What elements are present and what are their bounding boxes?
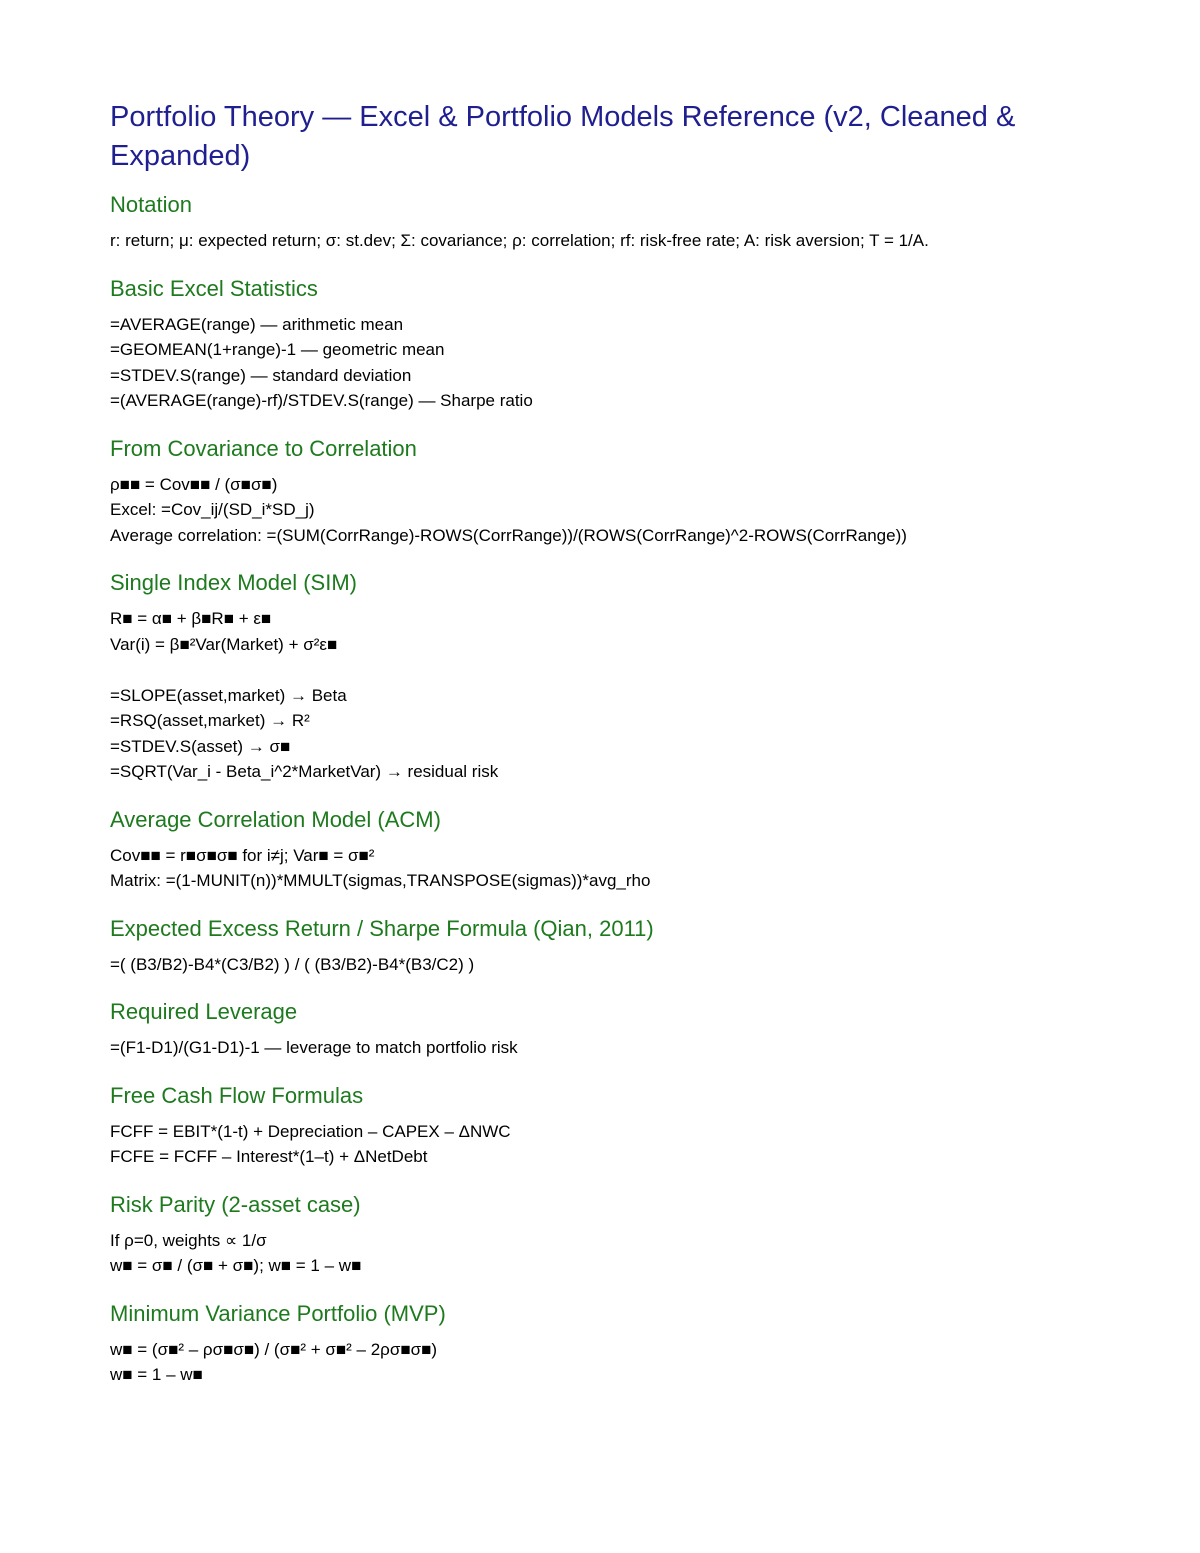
formula-line: w■ = σ■ / (σ■ + σ■); w■ = 1 – w■ bbox=[110, 1256, 362, 1275]
formula-line: Cov■■ = r■σ■σ■ for i≠j; Var■ = σ■² bbox=[110, 845, 375, 865]
formula-line: Var(i) = β■²Var(Market) + σ²ε■ bbox=[110, 634, 338, 654]
section bbox=[110, 914, 1100, 978]
section-body bbox=[110, 1035, 1100, 1061]
formula-line: If ρ=0, weights ∝ 1/σ bbox=[110, 1230, 267, 1250]
formula-line: Matrix: =(1-MUNIT(n))*MMULT(sigmas,TRANSPOSE(sigmas))*avg_rho bbox=[110, 871, 651, 890]
formula-line: =SQRT(Var_i - Beta_i^2*MarketVar) → residual risk bbox=[110, 762, 499, 781]
section-heading: Notation bbox=[110, 192, 192, 217]
section-body bbox=[110, 952, 1100, 978]
document-page bbox=[110, 98, 1100, 1408]
section bbox=[110, 1299, 1100, 1388]
section-body bbox=[110, 606, 1100, 785]
section-body bbox=[110, 472, 1100, 549]
section-body bbox=[110, 1119, 1100, 1170]
formula-line: Excel: =Cov_ij/(SD_i*SD_j) bbox=[110, 500, 315, 519]
section bbox=[110, 190, 1100, 254]
section-body bbox=[110, 228, 1100, 254]
section bbox=[110, 1081, 1100, 1170]
sections-container bbox=[110, 190, 1100, 1388]
section-heading: Free Cash Flow Formulas bbox=[110, 1082, 364, 1108]
section-heading: Expected Excess Return / Sharpe Formula (Qian, 2011) bbox=[110, 915, 654, 941]
formula-line: =AVERAGE(range) — arithmetic mean bbox=[110, 314, 404, 334]
section-heading: From Covariance to Correlation bbox=[110, 435, 417, 461]
section bbox=[110, 997, 1100, 1061]
section bbox=[110, 434, 1100, 549]
formula-line: FCFE = FCFF – Interest*(1–t) + ΔNetDebt bbox=[110, 1147, 428, 1166]
section-heading: Minimum Variance Portfolio (MVP) bbox=[110, 1300, 446, 1326]
section-heading: Basic Excel Statistics bbox=[110, 275, 318, 301]
formula-line: Average correlation: =(SUM(CorrRange)-ROWS(CorrRange))/(ROWS(CorrRange)^2-ROWS(CorrRange)) bbox=[110, 525, 907, 545]
formula-line: =GEOMEAN(1+range)-1 — geometric mean bbox=[110, 340, 445, 359]
document-title: Portfolio Theory — Excel & Portfolio Models Reference (v2, Cleaned & Expanded) bbox=[110, 101, 1016, 172]
section-heading: Average Correlation Model (ACM) bbox=[110, 806, 441, 832]
section-body bbox=[110, 1337, 1100, 1388]
section-body bbox=[110, 312, 1100, 414]
section-heading: Required Leverage bbox=[110, 999, 298, 1024]
formula-line: =RSQ(asset,market) → R² bbox=[110, 711, 310, 730]
section-heading: Risk Parity (2-asset case) bbox=[110, 1191, 361, 1217]
section-heading: Single Index Model (SIM) bbox=[110, 570, 357, 595]
formula-line: =(F1-D1)/(G1-D1)-1 — leverage to match portfolio risk bbox=[110, 1038, 518, 1057]
formula-line: ρ■■ = Cov■■ / (σ■σ■) bbox=[110, 474, 278, 494]
formula-line: w■ = (σ■² – ρσ■σ■) / (σ■² + σ■² – 2ρσ■σ■) bbox=[110, 1339, 438, 1359]
formula-line: R■ = α■ + β■R■ + ε■ bbox=[110, 609, 272, 628]
formula-line: =STDEV.S(asset) → σ■ bbox=[110, 736, 291, 756]
section bbox=[110, 568, 1100, 785]
formula-line: r: return; μ: expected return; σ: st.dev; Σ: covariance; ρ: correlation; rf: risk-free rate; A: risk aversion; T = 1/A. bbox=[110, 231, 929, 250]
formula-line: =SLOPE(asset,market) → Beta bbox=[110, 685, 347, 705]
section-body bbox=[110, 843, 1100, 894]
section-body bbox=[110, 1228, 1100, 1279]
formula-line: =STDEV.S(range) — standard deviation bbox=[110, 365, 412, 385]
formula-line: FCFF = EBIT*(1-t) + Depreciation – CAPEX – ΔNWC bbox=[110, 1121, 511, 1141]
section bbox=[110, 1190, 1100, 1279]
section bbox=[110, 805, 1100, 894]
section bbox=[110, 274, 1100, 414]
formula-line: =( (B3/B2)-B4*(C3/B2) ) / ( (B3/B2)-B4*(B3/C2) ) bbox=[110, 954, 475, 974]
formula-line: w■ = 1 – w■ bbox=[110, 1365, 203, 1384]
formula-line bbox=[110, 657, 1100, 683]
formula-line: =(AVERAGE(range)-rf)/STDEV.S(range) — Sharpe ratio bbox=[110, 391, 533, 410]
